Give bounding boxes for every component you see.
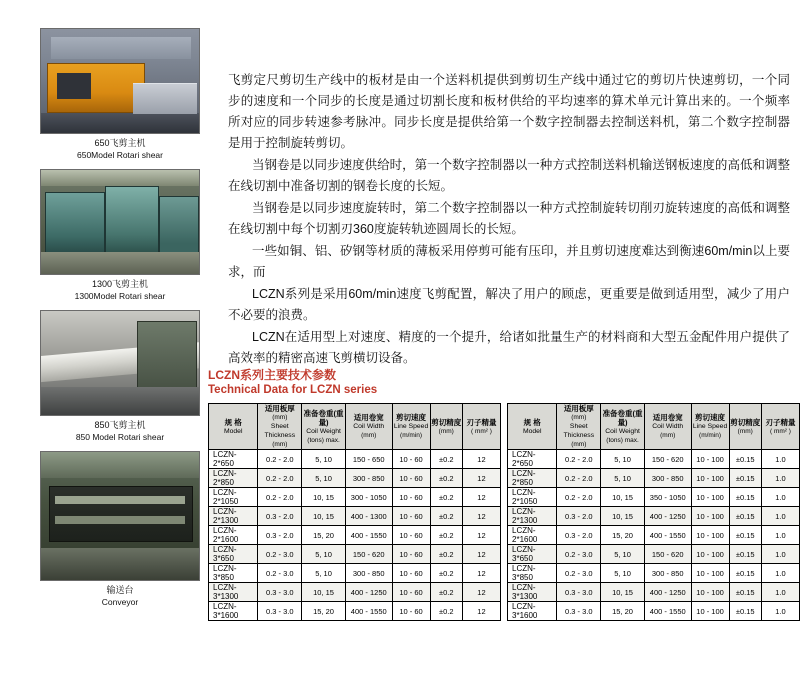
cell-accuracy: ±0.2 [430,545,462,564]
cell-accuracy: ±0.2 [430,450,462,469]
cell-accuracy: ±0.15 [729,545,761,564]
table-row [209,602,501,621]
cell-accuracy: ±0.15 [729,507,761,526]
table-row [209,583,501,602]
table-row [508,602,800,621]
cell-blade: 12 [462,488,500,507]
cell-accuracy: ±0.15 [729,526,761,545]
cell-accuracy: ±0.2 [430,507,462,526]
table-row [209,526,501,545]
technical-data-section [208,368,800,621]
cell-width: 300 - 850 [345,564,392,583]
cell-thickness: 0.2 - 2.0 [258,469,302,488]
header-cut-accuracy: 剪切精度 (mm) [430,404,462,450]
photo-caption-650-en: 650Model Rotari shear [77,150,163,160]
cell-accuracy: ±0.2 [430,469,462,488]
technical-data-title [208,368,800,398]
cell-width: 150 - 620 [345,545,392,564]
cell-blade: 1.0 [761,450,799,469]
technical-data-title-cn: LCZN系列主要技术参数 [208,368,336,382]
header-line-speed: 剪切速度 Line Speed (m/min) [691,404,729,450]
cell-weight: 15, 20 [601,526,645,545]
cell-blade: 1.0 [761,602,799,621]
cell-thickness: 0.2 - 3.0 [258,564,302,583]
cell-blade: 12 [462,545,500,564]
photo-rotary-shear-650-image [40,28,200,134]
cell-model: LCZN-2*1300 [508,507,557,526]
cell-model: LCZN-2*650 [209,450,258,469]
cell-width: 150 - 620 [644,545,691,564]
cell-speed: 10 - 100 [691,526,729,545]
cell-width: 400 - 1550 [345,526,392,545]
cell-width: 400 - 1250 [345,583,392,602]
cell-model: LCZN-3*650 [508,545,557,564]
cell-weight: 10, 15 [302,507,346,526]
spec-table-right-head [508,404,800,450]
cell-weight: 15, 20 [601,602,645,621]
cell-weight: 5, 10 [601,564,645,583]
photo-caption-conveyor [40,584,200,608]
cell-thickness: 0.2 - 3.0 [557,564,601,583]
cell-width: 400 - 1300 [345,507,392,526]
cell-model: LCZN-3*1600 [209,602,258,621]
cell-thickness: 0.2 - 2.0 [557,450,601,469]
photo-caption-1300-cn: 1300飞剪主机 [91,279,149,289]
cell-speed: 10 - 100 [691,450,729,469]
photo-block-conveyor [40,451,200,608]
spec-table-left-header-row [209,404,501,450]
cell-width: 400 - 1550 [345,602,392,621]
cell-width: 400 - 1550 [644,602,691,621]
table-row [508,450,800,469]
cell-blade: 12 [462,469,500,488]
header-sheet-thickness: 适用板厚 (mm) Sheet Thickness (mm) [557,404,601,450]
cell-speed: 10 - 60 [392,469,430,488]
cell-thickness: 0.2 - 2.0 [258,450,302,469]
cell-thickness: 0.3 - 3.0 [557,583,601,602]
cell-width: 300 - 850 [345,469,392,488]
cell-weight: 5, 10 [302,450,346,469]
spec-table-right-header-row [508,404,800,450]
cell-blade: 12 [462,564,500,583]
cell-speed: 10 - 100 [691,469,729,488]
header-blade-quantity: 刃子精量 ( mm² ) [761,404,799,450]
cell-model: LCZN-2*1300 [209,507,258,526]
cell-weight: 15, 20 [302,602,346,621]
cell-blade: 1.0 [761,526,799,545]
header-coil-width: 适用卷宽 Coil Width (mm) [345,404,392,450]
cell-width: 300 - 850 [644,469,691,488]
header-coil-weight: 准备卷重(重量) Coil Weight (tons) max. [302,404,346,450]
photo-caption-1300-en: 1300Model Rotari shear [74,291,166,301]
spec-table-left [208,403,501,621]
cell-blade: 1.0 [761,488,799,507]
cell-width: 400 - 1550 [644,526,691,545]
cell-weight: 10, 15 [302,583,346,602]
cell-accuracy: ±0.15 [729,602,761,621]
header-model: 规 格 Model [508,404,557,450]
cell-blade: 12 [462,602,500,621]
cell-speed: 10 - 100 [691,488,729,507]
cell-accuracy: ±0.15 [729,488,761,507]
cell-accuracy: ±0.2 [430,602,462,621]
header-sheet-thickness: 适用板厚 (mm) Sheet Thickness (mm) [258,404,302,450]
photo-caption-850-cn: 850飞剪主机 [94,420,146,430]
cell-blade: 1.0 [761,564,799,583]
cell-accuracy: ±0.2 [430,488,462,507]
cell-blade: 1.0 [761,545,799,564]
cell-speed: 10 - 100 [691,583,729,602]
cell-width: 300 - 850 [644,564,691,583]
paragraph-2: 当钢卷是以同步速度供给时，第一个数字控制器以一种方式控制送料机输送钢板速度的高低和调整在线切割中准备切割的钢卷长度的长短。 [228,158,790,193]
table-row [508,507,800,526]
photo-column [40,28,200,616]
cell-thickness: 0.3 - 3.0 [557,602,601,621]
cell-width: 400 - 1250 [644,583,691,602]
photo-caption-850 [40,419,200,443]
cell-weight: 5, 10 [601,545,645,564]
cell-width: 400 - 1250 [644,507,691,526]
paragraph-3: 当钢卷是以同步速度旋转时，第二个数字控制器以一种方式控制旋转切削刃旋转速度的高低和调整在线切割中每个切割刃360度旋转轨迹圆周长的长短。 [228,201,790,236]
cell-thickness: 0.2 - 2.0 [557,488,601,507]
photo-caption-650-cn: 650飞剪主机 [94,138,146,148]
cell-speed: 10 - 60 [392,583,430,602]
cell-thickness: 0.3 - 2.0 [258,507,302,526]
cell-model: LCZN-2*850 [209,469,258,488]
cell-speed: 10 - 60 [392,450,430,469]
paragraph-1: 飞剪定尺剪切生产线中的板材是由一个送料机提供到剪切生产线中通过它的剪切片快速剪切，一个同步的速度和一个同步的长度是通过切割长度和板材供给的平均速率的算术单元计算出来的。一个频率所对应的同步转速参考脉冲。同步长度是提供给第一个数字控制器去控制送料机，第二个数字控制器是用于控制旋转剪切。 [228,73,790,150]
cell-thickness: 0.2 - 3.0 [258,545,302,564]
cell-speed: 10 - 60 [392,507,430,526]
table-row [209,507,501,526]
cell-weight: 10, 15 [302,488,346,507]
cell-blade: 1.0 [761,583,799,602]
photo-rotary-shear-1300-image [40,169,200,275]
cell-speed: 10 - 60 [392,564,430,583]
table-row [508,545,800,564]
table-row [508,564,800,583]
cell-accuracy: ±0.2 [430,583,462,602]
header-line-speed: 剪切速度 Line Speed (m/min) [392,404,430,450]
cell-speed: 10 - 60 [392,488,430,507]
cell-model: LCZN-2*1600 [209,526,258,545]
photo-rotary-shear-850-image [40,310,200,416]
table-row [508,469,800,488]
cell-model: LCZN-3*850 [508,564,557,583]
technical-data-title-en: Technical Data for LCZN series [208,384,378,396]
cell-accuracy: ±0.15 [729,469,761,488]
cell-thickness: 0.3 - 2.0 [557,507,601,526]
cell-blade: 12 [462,507,500,526]
cell-model: LCZN-2*1050 [209,488,258,507]
cell-width: 350 - 1050 [644,488,691,507]
cell-weight: 15, 20 [302,526,346,545]
cell-speed: 10 - 60 [392,602,430,621]
cell-speed: 10 - 100 [691,507,729,526]
cell-model: LCZN-2*650 [508,450,557,469]
cell-blade: 12 [462,450,500,469]
cell-blade: 12 [462,526,500,545]
cell-speed: 10 - 100 [691,545,729,564]
paragraph-6: LCZN在适用型上对速度、精度的一个提升，给诸如批量生产的材料商和大型五金配件用户提供了高效率的精密高速飞剪横切设备。 [228,330,790,365]
header-cut-accuracy: 剪切精度 (mm) [729,404,761,450]
spec-table-left-head [209,404,501,450]
cell-speed: 10 - 100 [691,602,729,621]
header-coil-weight: 准备卷重(重量) Coil Weight (tons) max. [601,404,645,450]
cell-thickness: 0.2 - 2.0 [557,469,601,488]
cell-thickness: 0.3 - 3.0 [258,583,302,602]
photo-caption-850-en: 850 Model Rotari shear [75,432,165,442]
spec-table-right-body [508,450,800,621]
cell-weight: 5, 10 [302,545,346,564]
cell-thickness: 0.2 - 2.0 [258,488,302,507]
photo-caption-conveyor-en: Conveyor [101,597,139,607]
cell-thickness: 0.2 - 3.0 [557,545,601,564]
cell-accuracy: ±0.2 [430,526,462,545]
cell-speed: 10 - 60 [392,526,430,545]
cell-model: LCZN-2*1600 [508,526,557,545]
spec-table-left-body [209,450,501,621]
table-row [508,583,800,602]
cell-speed: 10 - 60 [392,545,430,564]
header-model: 规 格 Model [209,404,258,450]
cell-model: LCZN-3*1600 [508,602,557,621]
table-row [209,564,501,583]
body-text [228,70,790,370]
cell-thickness: 0.3 - 2.0 [557,526,601,545]
table-row [508,526,800,545]
photo-block-1300 [40,169,200,302]
cell-weight: 10, 15 [601,507,645,526]
spec-tables [208,403,800,621]
cell-blade: 12 [462,583,500,602]
table-row [209,545,501,564]
spec-table-right [507,403,800,621]
cell-model: LCZN-3*1300 [209,583,258,602]
cell-blade: 1.0 [761,469,799,488]
cell-accuracy: ±0.2 [430,564,462,583]
cell-weight: 10, 15 [601,583,645,602]
photo-caption-650 [40,137,200,161]
cell-weight: 5, 10 [302,564,346,583]
table-row [508,488,800,507]
header-blade-quantity: 刃子精量 ( mm² ) [462,404,500,450]
cell-width: 150 - 650 [345,450,392,469]
cell-width: 150 - 620 [644,450,691,469]
cell-width: 300 - 1050 [345,488,392,507]
cell-model: LCZN-3*850 [209,564,258,583]
cell-model: LCZN-3*650 [209,545,258,564]
cell-speed: 10 - 100 [691,564,729,583]
photo-caption-1300 [40,278,200,302]
header-coil-width: 适用卷宽 Coil Width (mm) [644,404,691,450]
cell-thickness: 0.3 - 3.0 [258,602,302,621]
cell-model: LCZN-2*1050 [508,488,557,507]
cell-weight: 5, 10 [601,469,645,488]
cell-model: LCZN-3*1300 [508,583,557,602]
photo-conveyor-image [40,451,200,581]
cell-accuracy: ±0.15 [729,564,761,583]
photo-block-850 [40,310,200,443]
table-row [209,469,501,488]
photo-block-650 [40,28,200,161]
photo-caption-conveyor-cn: 输送台 [106,585,134,595]
cell-weight: 10, 15 [601,488,645,507]
table-row [209,488,501,507]
cell-thickness: 0.3 - 2.0 [258,526,302,545]
paragraph-4: 一些如铜、铝、矽钢等材质的薄板采用停剪可能有压印，并且剪切速度难达到衡速60m/min以上要求，而 [228,244,790,279]
table-row [209,450,501,469]
paragraph-5: LCZN系列是采用60m/min速度飞剪配置，解决了用户的顾虑，更重要是做到适用型，减少了用户不必要的浪费。 [228,287,790,322]
cell-accuracy: ±0.15 [729,583,761,602]
cell-model: LCZN-2*850 [508,469,557,488]
cell-accuracy: ±0.15 [729,450,761,469]
cell-weight: 5, 10 [601,450,645,469]
cell-blade: 1.0 [761,507,799,526]
cell-weight: 5, 10 [302,469,346,488]
